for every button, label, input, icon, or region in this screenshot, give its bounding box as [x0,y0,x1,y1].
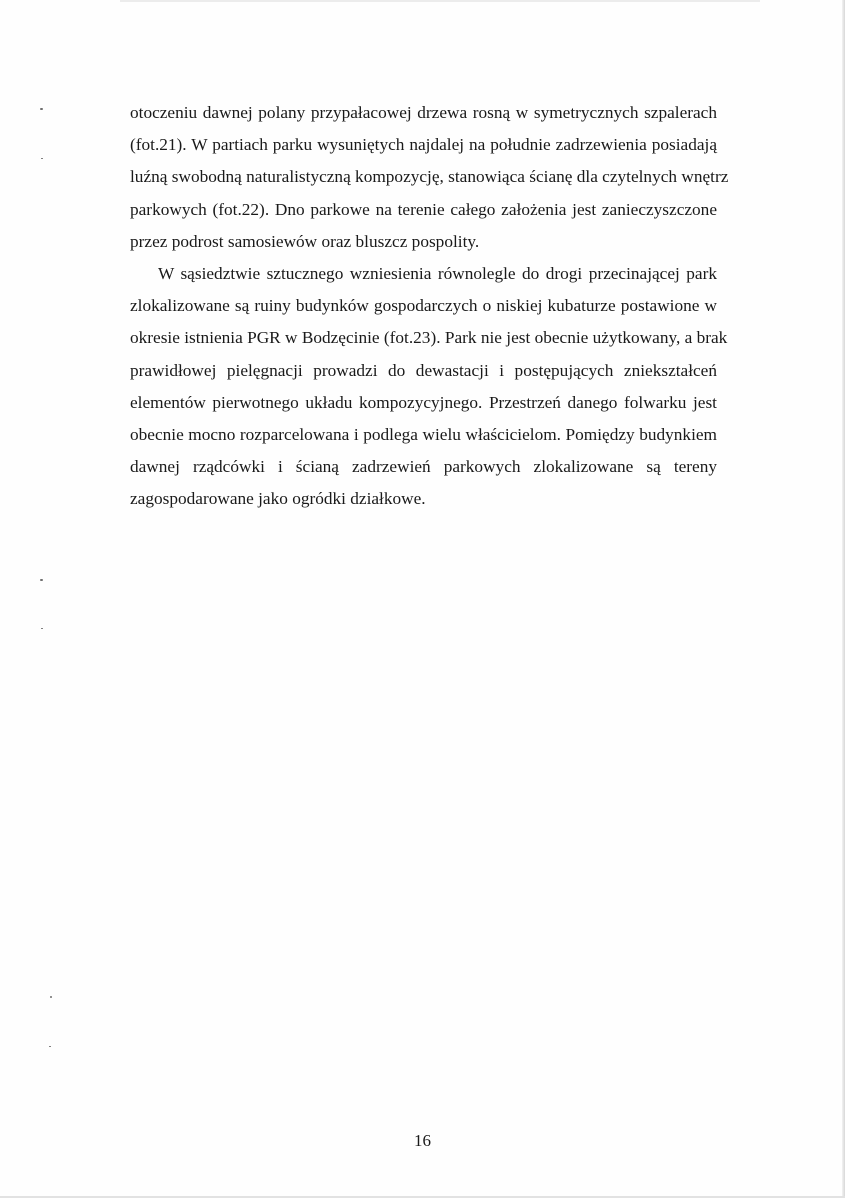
scan-speck [40,579,43,581]
text-line: obecnie mocno rozparcelowana i podlega wielu właścicielom. Pomiędzy budynkiem [130,425,717,445]
paragraph-2 [130,258,728,516]
text-line: otoczeniu dawnej polany przypałacowej drzewa rosną w symetrycznych szpalerach [130,103,717,122]
text-line: zagospodarowane jako ogródki działkowe. [130,489,426,509]
paragraph-1 [130,97,729,258]
document-body [130,97,729,516]
text-line: zlokalizowane są ruiny budynków gospodarczych o niskiej kubaturze postawione w [130,296,717,316]
scan-speck [40,108,43,110]
text-line: okresie istnienia PGR w Bodzęcinie (fot.23). Park nie jest obecnie użytkowany, a brak [130,328,728,348]
text-line: elementów pierwotnego układu kompozycyjnego. Przestrzeń danego folwarku jest [130,392,717,412]
text-line: luźną swobodną naturalistyczną kompozycję, stanowiąca ścianę dla czytelnych wnętrz [130,167,729,187]
page-number: 16 [414,1131,431,1150]
scan-speck [41,628,43,629]
scan-speck [50,996,52,998]
text-line: W sąsiedztwie sztucznego wzniesienia równolegle do drogi przecinającej park [158,264,717,284]
text-line: dawnej rządcówki i ścianą zadrzewień parkowych zlokalizowane są tereny [130,457,717,477]
text-line: (fot.21). W partiach parku wysuniętych najdalej na południe zadrzewienia posiadają [130,135,717,155]
text-line: parkowych (fot.22). Dno parkowe na terenie całego założenia jest zanieczyszczone [130,199,717,219]
scan-edge-top [120,0,760,2]
scan-speck [49,1046,51,1047]
text-line: prawidłowej pielęgnacji prowadzi do dewastacji i postępujących zniekształceń [130,360,717,380]
text-line: przez podrost samosiewów oraz bluszcz pospolity. [130,231,480,251]
scan-speck [41,158,43,159]
